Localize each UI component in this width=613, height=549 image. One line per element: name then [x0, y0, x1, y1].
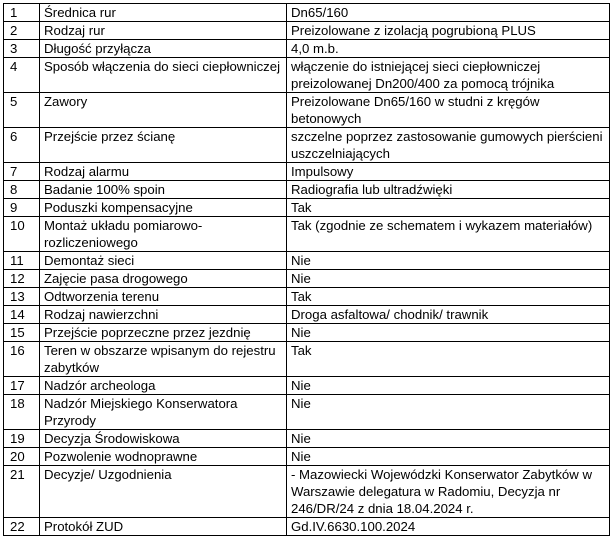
- table-row: [4, 128, 610, 163]
- row-number: 2: [4, 22, 40, 40]
- table-row: [4, 324, 610, 342]
- row-value: - Mazowiecki Wojewódzki Konserwator Zabytków w Warszawie delegatura w Radomiu, Decyzja nr 246/DR/24 z dnia 18.04.2024 r.: [287, 466, 610, 518]
- row-number: 11: [4, 252, 40, 270]
- table-row: [4, 181, 610, 199]
- row-value: Gd.IV.6630.100.2024: [287, 518, 610, 536]
- table-row: [4, 40, 610, 58]
- row-value: Preizolowane Dn65/160 w studni z kręgów betonowych: [287, 93, 610, 128]
- table-row: [4, 430, 610, 448]
- table-row: [4, 163, 610, 181]
- row-value: włączenie do istniejącej sieci ciepłowniczej preizolowanej Dn200/400 za pomocą trójnika: [287, 58, 610, 93]
- table-row: [4, 4, 610, 22]
- row-value: Nie: [287, 324, 610, 342]
- row-number: 5: [4, 93, 40, 128]
- row-number: 4: [4, 58, 40, 93]
- row-value: Nie: [287, 430, 610, 448]
- table-row: [4, 22, 610, 40]
- row-label: Poduszki kompensacyjne: [40, 199, 287, 217]
- row-label: Przejście przez ścianę: [40, 128, 287, 163]
- table-row: [4, 217, 610, 252]
- row-number: 17: [4, 377, 40, 395]
- table-row: [4, 377, 610, 395]
- row-value: Impulsowy: [287, 163, 610, 181]
- row-number: 12: [4, 270, 40, 288]
- specification-table-body: [4, 4, 610, 536]
- row-value: Nie: [287, 270, 610, 288]
- row-number: 8: [4, 181, 40, 199]
- row-value: Tak: [287, 199, 610, 217]
- row-label: Zawory: [40, 93, 287, 128]
- row-value: Nie: [287, 252, 610, 270]
- row-number: 1: [4, 4, 40, 22]
- row-number: 9: [4, 199, 40, 217]
- row-number: 19: [4, 430, 40, 448]
- table-row: [4, 342, 610, 377]
- row-number: 10: [4, 217, 40, 252]
- row-number: 18: [4, 395, 40, 430]
- row-label: Odtworzenia terenu: [40, 288, 287, 306]
- table-row: [4, 270, 610, 288]
- row-number: 13: [4, 288, 40, 306]
- row-label: Montaż układu pomiarowo-rozliczeniowego: [40, 217, 287, 252]
- row-value: Preizolowane z izolacją pogrubioną PLUS: [287, 22, 610, 40]
- row-number: 15: [4, 324, 40, 342]
- row-label: Demontaż sieci: [40, 252, 287, 270]
- table-row: [4, 58, 610, 93]
- row-label: Nadzór archeologa: [40, 377, 287, 395]
- row-label: Pozwolenie wodnoprawne: [40, 448, 287, 466]
- row-label: Decyzje/ Uzgodnienia: [40, 466, 287, 518]
- row-label: Sposób włączenia do sieci ciepłowniczej: [40, 58, 287, 93]
- row-value: Nie: [287, 377, 610, 395]
- row-label: Średnica rur: [40, 4, 287, 22]
- row-number: 20: [4, 448, 40, 466]
- row-value: Nie: [287, 448, 610, 466]
- row-label: Rodzaj nawierzchni: [40, 306, 287, 324]
- row-label: Teren w obszarze wpisanym do rejestru zabytków: [40, 342, 287, 377]
- row-number: 3: [4, 40, 40, 58]
- table-row: [4, 199, 610, 217]
- row-label: Przejście poprzeczne przez jezdnię: [40, 324, 287, 342]
- row-value: szczelne poprzez zastosowanie gumowych pierścieni uszczelniających: [287, 128, 610, 163]
- row-value: Dn65/160: [287, 4, 610, 22]
- row-value: Nie: [287, 395, 610, 430]
- table-row: [4, 448, 610, 466]
- row-number: 14: [4, 306, 40, 324]
- row-number: 7: [4, 163, 40, 181]
- table-row: [4, 466, 610, 518]
- table-row: [4, 395, 610, 430]
- row-number: 6: [4, 128, 40, 163]
- specification-table: [3, 3, 610, 536]
- row-label: Długość przyłącza: [40, 40, 287, 58]
- row-label: Nadzór Miejskiego Konserwatora Przyrody: [40, 395, 287, 430]
- row-value: Radiografia lub ultradźwięki: [287, 181, 610, 199]
- row-value: 4,0 m.b.: [287, 40, 610, 58]
- row-label: Decyzja Środowiskowa: [40, 430, 287, 448]
- row-number: 22: [4, 518, 40, 536]
- row-label: Rodzaj rur: [40, 22, 287, 40]
- row-number: 21: [4, 466, 40, 518]
- table-row: [4, 306, 610, 324]
- row-number: 16: [4, 342, 40, 377]
- row-value: Tak (zgodnie ze schematem i wykazem materiałów): [287, 217, 610, 252]
- table-row: [4, 93, 610, 128]
- row-label: Zajęcie pasa drogowego: [40, 270, 287, 288]
- table-row: [4, 252, 610, 270]
- table-row: [4, 518, 610, 536]
- row-value: Tak: [287, 288, 610, 306]
- table-row: [4, 288, 610, 306]
- row-value: Droga asfaltowa/ chodnik/ trawnik: [287, 306, 610, 324]
- row-label: Rodzaj alarmu: [40, 163, 287, 181]
- row-value: Tak: [287, 342, 610, 377]
- row-label: Protokół ZUD: [40, 518, 287, 536]
- row-label: Badanie 100% spoin: [40, 181, 287, 199]
